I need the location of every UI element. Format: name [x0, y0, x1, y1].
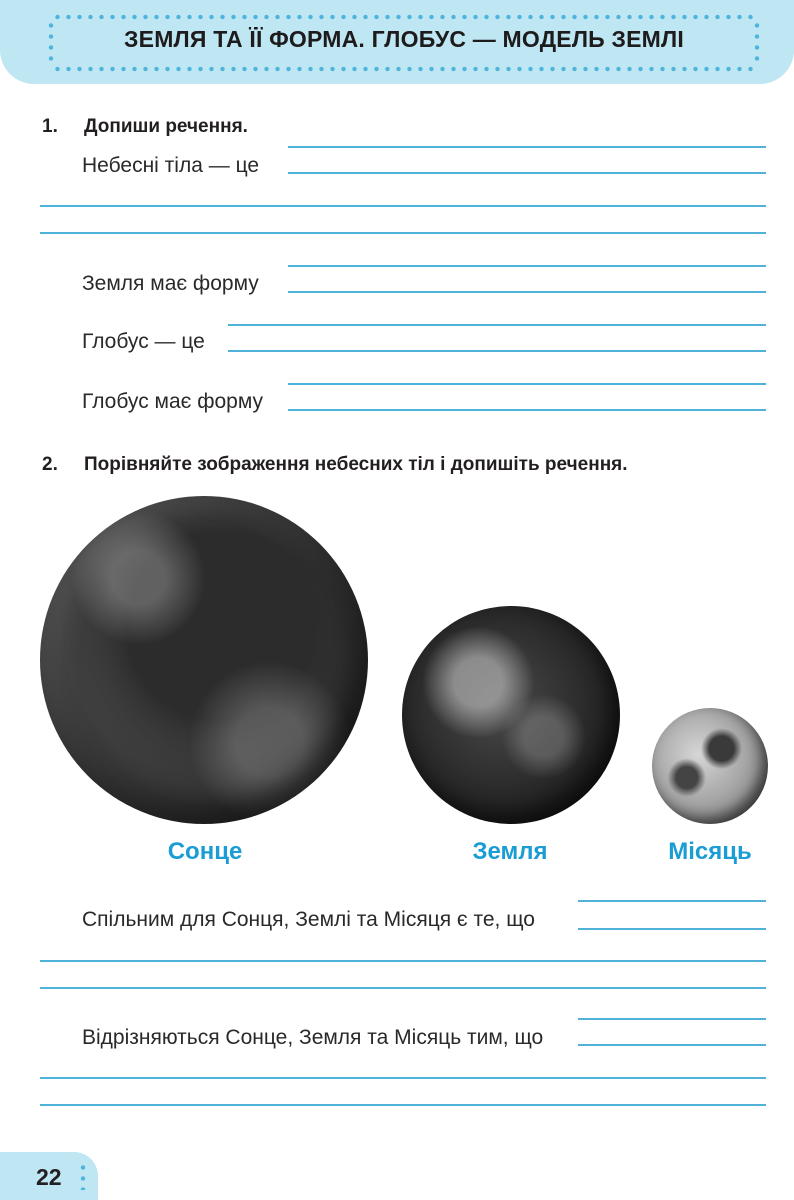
answer-line[interactable] — [578, 900, 766, 902]
prompt-text: Глобус має форму — [82, 390, 264, 413]
task-number: 1. — [42, 116, 58, 137]
answer-line[interactable] — [288, 172, 766, 174]
task-instruction: Допиши речення. — [84, 116, 248, 137]
answer-line[interactable] — [228, 324, 766, 326]
dotted-border — [80, 1162, 86, 1190]
moon-label: Місяць — [668, 838, 752, 865]
prompt-text: Небесні тіла — це — [82, 154, 260, 177]
answer-line[interactable] — [578, 1018, 766, 1020]
answer-line[interactable] — [40, 232, 766, 234]
answer-line[interactable] — [288, 383, 766, 385]
sun-label: Сонце — [167, 838, 243, 865]
page-number: 22 — [36, 1164, 62, 1190]
answer-line[interactable] — [288, 265, 766, 267]
prompt-text: Земля має форму — [82, 272, 259, 295]
answer-line[interactable] — [40, 987, 766, 989]
prompt-text: Спільним для Сонця, Землі та Місяця є те, що — [82, 908, 535, 931]
answer-line[interactable] — [40, 205, 766, 207]
task-instruction: Порівняйте зображення небесних тіл і допишіть речення. — [84, 454, 628, 475]
dotted-border — [52, 14, 756, 20]
answer-line[interactable] — [288, 409, 766, 411]
prompt-text: Глобус — це — [82, 330, 205, 353]
moon-image — [652, 708, 768, 824]
answer-line[interactable] — [578, 1044, 766, 1046]
sun-image — [40, 496, 368, 824]
earth-image — [402, 606, 620, 824]
answer-line[interactable] — [288, 291, 766, 293]
task-number: 2. — [42, 454, 58, 475]
header-frame — [52, 14, 756, 72]
answer-line[interactable] — [40, 960, 766, 962]
answer-line[interactable] — [40, 1077, 766, 1079]
answer-line[interactable] — [228, 350, 766, 352]
answer-line[interactable] — [288, 146, 766, 148]
answer-line[interactable] — [40, 1104, 766, 1106]
prompt-text: Відрізняються Сонце, Земля та Місяць тим, що — [82, 1026, 544, 1049]
earth-label: Земля — [472, 838, 548, 865]
answer-line[interactable] — [578, 928, 766, 930]
page-title: ЗЕМЛЯ ТА ЇЇ ФОРМА. ГЛОБУС — МОДЕЛЬ ЗЕМЛІ — [124, 26, 684, 52]
dotted-border — [52, 66, 756, 72]
